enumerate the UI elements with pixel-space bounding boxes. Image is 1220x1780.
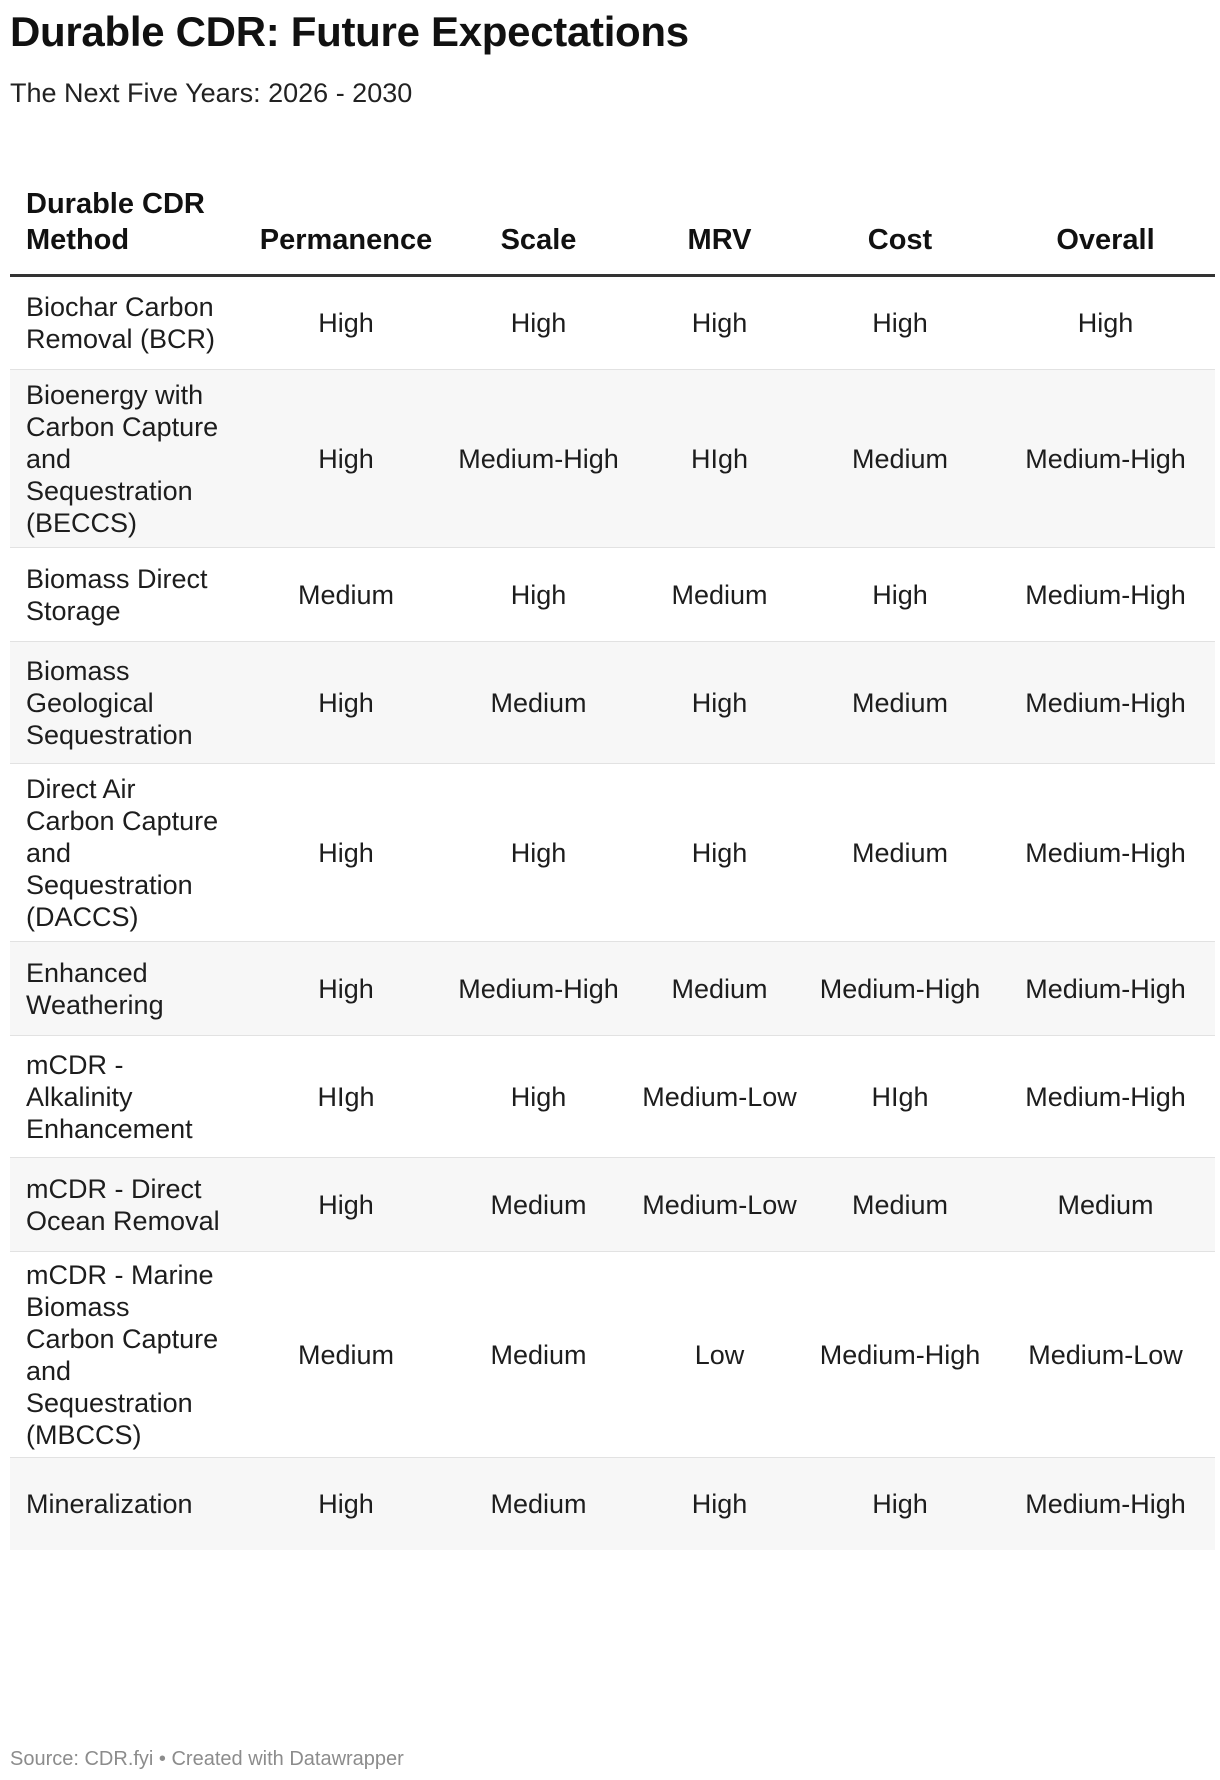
method-cell: Enhanced Weathering: [10, 942, 250, 1036]
table-row: [10, 1458, 1215, 1550]
table-row: [10, 548, 1215, 642]
table-row: [10, 1158, 1215, 1252]
rating-cell-overall: Medium-Low: [996, 1252, 1215, 1458]
rating-cell-permanence: High: [250, 642, 442, 764]
rating-cell-permanence: High: [250, 1158, 442, 1252]
rating-cell-permanence: Medium: [250, 1252, 442, 1458]
rating-cell-scale: Medium-High: [442, 370, 635, 548]
rating-cell-overall: Medium-High: [996, 370, 1215, 548]
rating-cell-mrv: Medium-Low: [635, 1158, 804, 1252]
rating-cell-cost: Medium: [804, 764, 996, 942]
rating-cell-overall: Medium: [996, 1158, 1215, 1252]
column-header-permanence: Permanence: [250, 158, 442, 276]
rating-cell-cost: High: [804, 548, 996, 642]
rating-cell-mrv: Medium: [635, 548, 804, 642]
rating-cell-scale: Medium: [442, 1252, 635, 1458]
table-header: [10, 158, 1215, 276]
method-cell: mCDR - Marine Biomass Carbon Capture and Sequestration (MBCCS): [10, 1252, 250, 1458]
rating-cell-permanence: High: [250, 370, 442, 548]
column-header-scale: Scale: [442, 158, 635, 276]
method-cell: Bioenergy with Carbon Capture and Sequestration (BECCS): [10, 370, 250, 548]
method-cell: Direct Air Carbon Capture and Sequestration (DACCS): [10, 764, 250, 942]
method-cell: Biomass Geological Sequestration: [10, 642, 250, 764]
rating-cell-permanence: High: [250, 276, 442, 370]
method-cell: mCDR - Alkalinity Enhancement: [10, 1036, 250, 1158]
rating-cell-permanence: High: [250, 942, 442, 1036]
column-header-cost: Cost: [804, 158, 996, 276]
chart-title: Durable CDR: Future Expectations: [10, 8, 689, 55]
rating-cell-cost: Medium-High: [804, 1252, 996, 1458]
table-row: [10, 764, 1215, 942]
cdr-table: [10, 158, 1215, 1550]
rating-cell-cost: Medium: [804, 370, 996, 548]
rating-cell-overall: Medium-High: [996, 1036, 1215, 1158]
rating-cell-permanence: HIgh: [250, 1036, 442, 1158]
rating-cell-scale: High: [442, 764, 635, 942]
rating-cell-cost: Medium: [804, 642, 996, 764]
table-row: [10, 370, 1215, 548]
table-row: [10, 942, 1215, 1036]
table-body: [10, 276, 1215, 1550]
rating-cell-overall: Medium-High: [996, 1458, 1215, 1550]
rating-cell-permanence: Medium: [250, 548, 442, 642]
column-header-mrv: MRV: [635, 158, 804, 276]
rating-cell-mrv: Medium-Low: [635, 1036, 804, 1158]
rating-cell-mrv: Low: [635, 1252, 804, 1458]
rating-cell-cost: HIgh: [804, 1036, 996, 1158]
rating-cell-overall: Medium-High: [996, 764, 1215, 942]
rating-cell-scale: Medium: [442, 1158, 635, 1252]
chart-subtitle: The Next Five Years: 2026 - 2030: [10, 78, 413, 108]
rating-cell-scale: High: [442, 276, 635, 370]
table-row: [10, 1252, 1215, 1458]
rating-cell-scale: Medium-High: [442, 942, 635, 1036]
rating-cell-scale: High: [442, 548, 635, 642]
rating-cell-permanence: High: [250, 764, 442, 942]
method-cell: Mineralization: [10, 1458, 250, 1550]
rating-cell-overall: Medium-High: [996, 642, 1215, 764]
method-cell: mCDR - Direct Ocean Removal: [10, 1158, 250, 1252]
rating-cell-mrv: Medium: [635, 942, 804, 1036]
rating-cell-overall: High: [996, 276, 1215, 370]
rating-cell-scale: High: [442, 1036, 635, 1158]
table-row: [10, 1036, 1215, 1158]
rating-cell-mrv: High: [635, 642, 804, 764]
rating-cell-mrv: High: [635, 1458, 804, 1550]
rating-cell-cost: Medium-High: [804, 942, 996, 1036]
rating-cell-mrv: High: [635, 276, 804, 370]
column-header-method: Durable CDR Method: [10, 158, 250, 276]
source-note: Source: CDR.fyi • Created with Datawrapper: [10, 1748, 404, 1770]
rating-cell-cost: High: [804, 1458, 996, 1550]
column-header-overall: Overall: [996, 158, 1215, 276]
rating-cell-mrv: High: [635, 764, 804, 942]
table-row: [10, 642, 1215, 764]
rating-cell-cost: Medium: [804, 1158, 996, 1252]
rating-cell-cost: High: [804, 276, 996, 370]
rating-cell-overall: Medium-High: [996, 942, 1215, 1036]
rating-cell-permanence: High: [250, 1458, 442, 1550]
rating-cell-scale: Medium: [442, 1458, 635, 1550]
rating-cell-overall: Medium-High: [996, 548, 1215, 642]
rating-cell-mrv: HIgh: [635, 370, 804, 548]
table-row: [10, 276, 1215, 370]
method-cell: Biomass Direct Storage: [10, 548, 250, 642]
rating-cell-scale: Medium: [442, 642, 635, 764]
header-row: [10, 158, 1215, 276]
method-cell: Biochar Carbon Removal (BCR): [10, 276, 250, 370]
